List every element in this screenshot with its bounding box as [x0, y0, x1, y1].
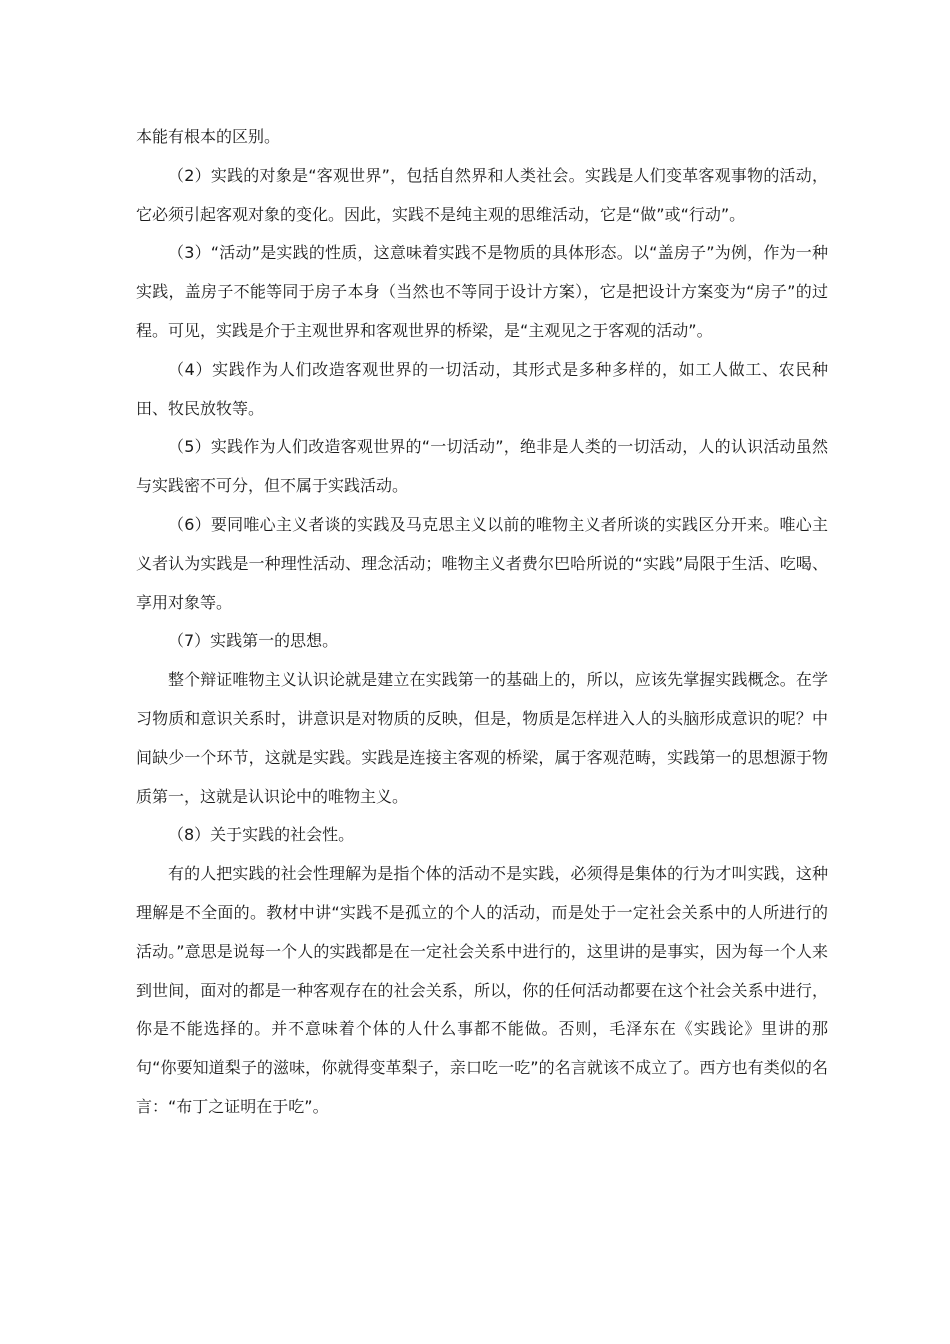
- paragraph-point-7-heading: （7）实践第一的思想。: [168, 631, 339, 651]
- document-page: [136, 118, 828, 1127]
- paragraph-point-8-body: 有的人把实践的社会性理解为是指个体的活动不是实践，必须得是集体的行为才叫实践，这种理解是不全面的。教材中讲“实践不是孤立的个人的活动，而是处于一定社会关系中的人所进行的活动。”意思是说每一个人的实践都是在一定社会关系中进行的，这里讲的是事实，因为每一个人来到世间，面对的都是一种客观存在的社会关系，所以，你的任何活动都要在这个社会关系中进行，你是不能选择的。并不意味着个体的人什么事都不能做。否则，毛泽东在《实践论》里讲的那句“你要知道梨子的滋味，你就得变革梨子，亲口吃一吃”的名言就该不成立了。西方也有类似的名言：“布丁之证明在于吃”。: [136, 864, 828, 1116]
- paragraph-point-5: （5）实践作为人们改造客观世界的“一切活动”，绝非是人类的一切活动，人的认识活动虽然与实践密不可分，但不属于实践活动。: [136, 437, 828, 496]
- paragraph-continuation: 本能有根本的区别。: [136, 127, 281, 146]
- paragraph-point-4: （4）实践作为人们改造客观世界的一切活动，其形式是多种多样的，如工人做工、农民种田、牧民放牧等。: [136, 359, 828, 418]
- paragraph-point-7-body: 整个辩证唯物主义认识论就是建立在实践第一的基础上的，所以，应该先掌握实践概念。在学习物质和意识关系时，讲意识是对物质的反映，但是，物质是怎样进入人的头脑形成意识的呢？中间缺少一个环节，这就是实践。实践是连接主客观的桥梁，属于客观范畴，实践第一的思想源于物质第一，这就是认识论中的唯物主义。: [136, 670, 828, 806]
- paragraph-point-6: （6）要同唯心主义者谈的实践及马克思主义以前的唯物主义者所谈的实践区分开来。唯心主义者认为实践是一种理性活动、理念活动；唯物主义者费尔巴哈所说的“实践”局限于生活、吃喝、享用对象等。: [136, 514, 828, 612]
- paragraph-point-8-heading: （8）关于实践的社会性。: [168, 825, 355, 845]
- paragraph-point-2: （2）实践的对象是“客观世界”，包括自然界和人类社会。实践是人们变革客观事物的活动，它必须引起客观对象的变化。因此，实践不是纯主观的思维活动，它是“做”或“行动”。: [136, 165, 828, 224]
- paragraph-point-3: （3）“活动”是实践的性质，这意味着实践不是物质的具体形态。以“盖房子”为例，作为一种实践，盖房子不能等同于房子本身（当然也不等同于设计方案），它是把设计方案变为“房子”的过程。可见，实践是介于主观世界和客观世界的桥梁，是“主观见之于客观的活动”。: [136, 243, 828, 340]
